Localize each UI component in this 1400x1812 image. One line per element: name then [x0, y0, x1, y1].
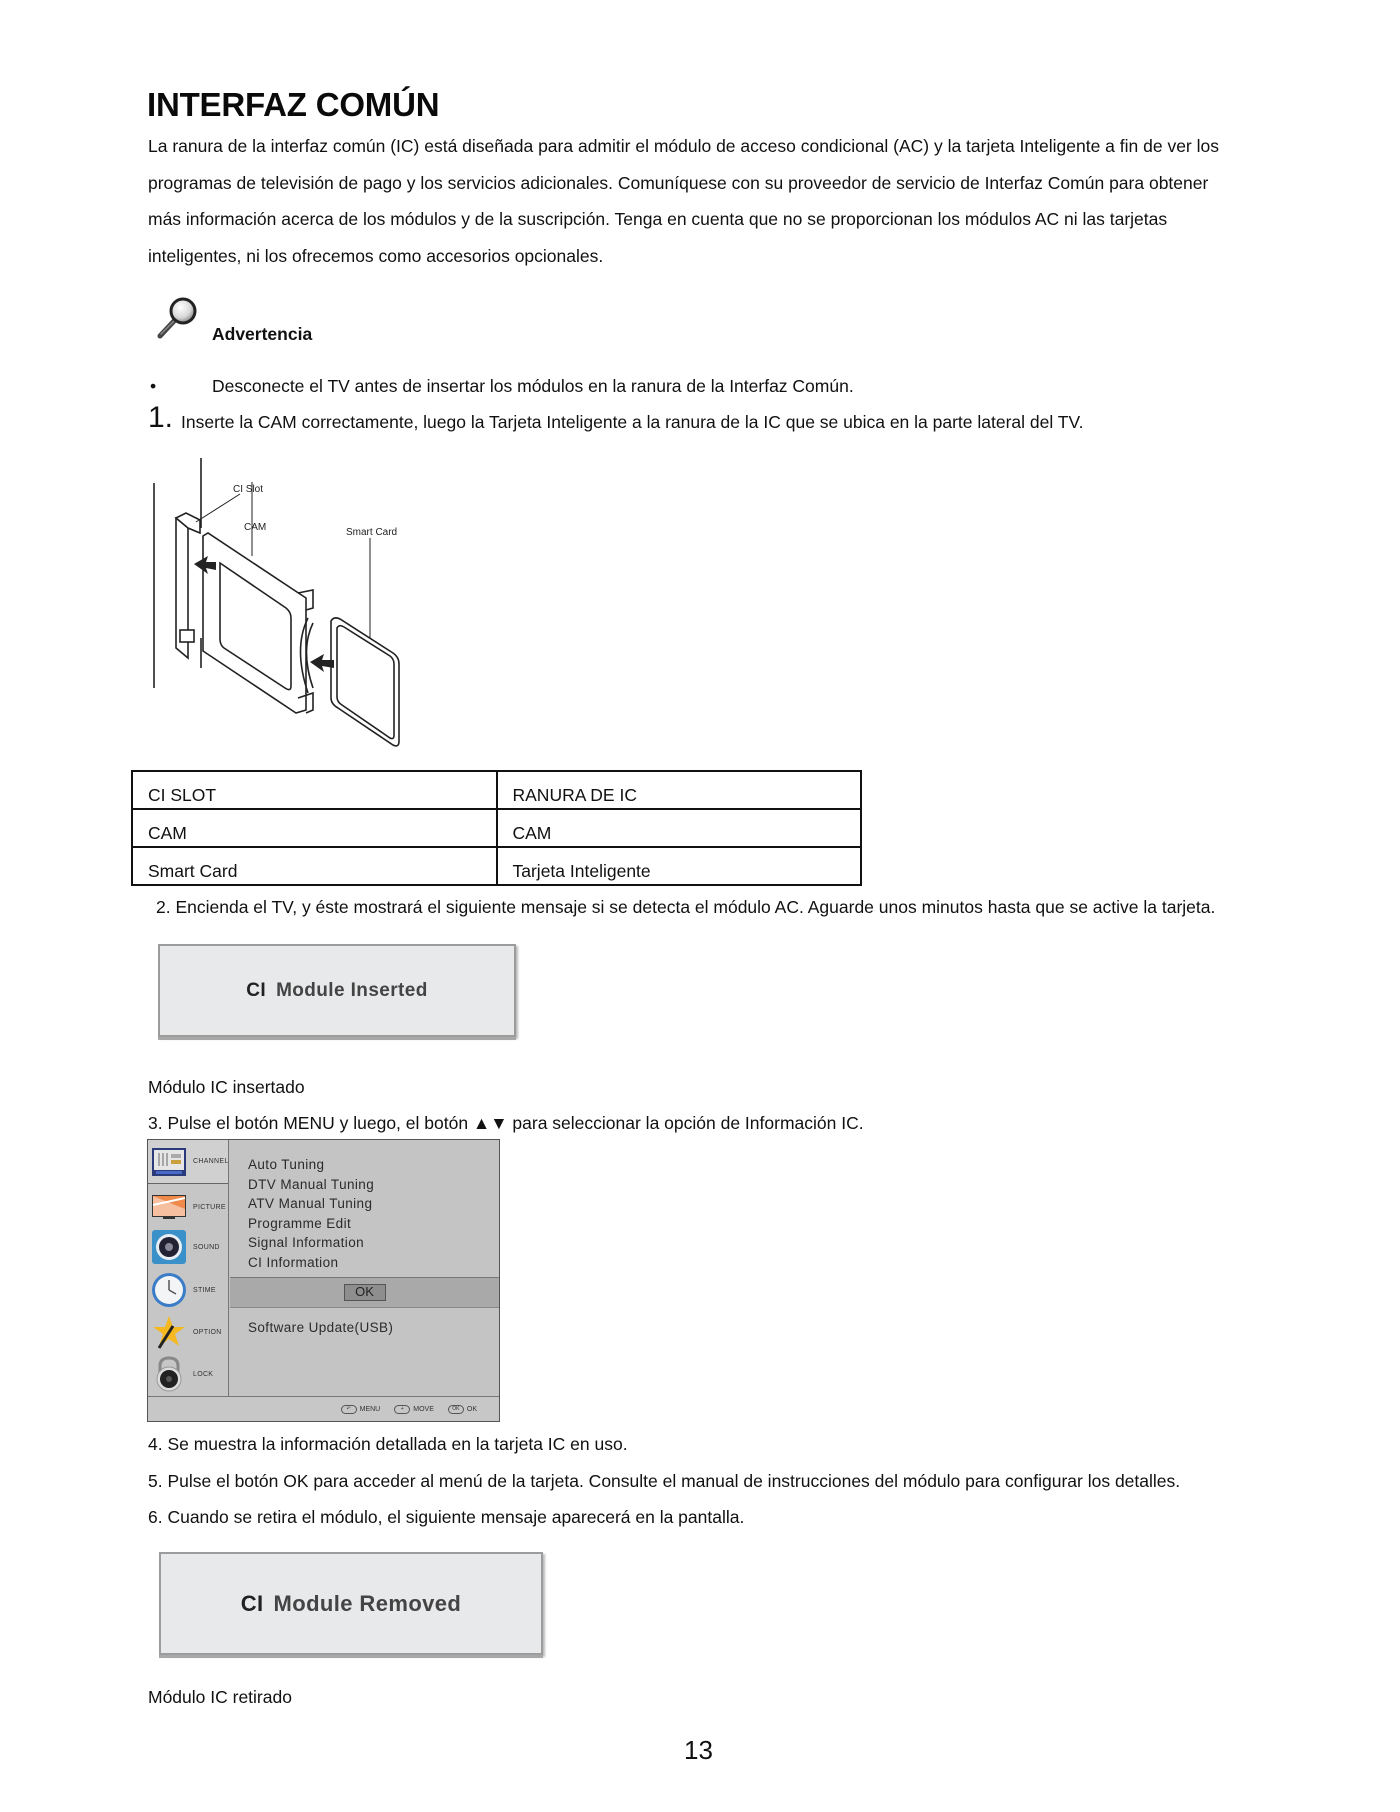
caption-inserted: Módulo IC insertado — [148, 1077, 305, 1097]
terms-table — [131, 770, 862, 886]
padlock-icon — [151, 1356, 187, 1392]
clock-icon — [151, 1272, 187, 1308]
osd-ci-prefix: CI — [240, 1590, 264, 1616]
sidebar-label: SOUND — [193, 1243, 220, 1251]
step-1-number: 1. — [148, 401, 174, 434]
menu-item-programme-edit[interactable]: Programme Edit — [248, 1215, 352, 1231]
osd-ci-prefix: CI — [246, 979, 267, 1001]
sidebar-item-channel[interactable] — [148, 1140, 228, 1184]
step-3-text: 3. Pulse el botón MENU y luego, el botón ▲▼ para seleccionar la opción de Información IC. — [148, 1113, 864, 1133]
osd-ci-module-removed — [159, 1552, 543, 1655]
hint-ok — [448, 1405, 477, 1414]
sidebar-label: OPTION — [193, 1328, 222, 1336]
move-icon: + — [394, 1405, 410, 1414]
caption-removed: Módulo IC retirado — [148, 1687, 292, 1707]
warning-label: Advertencia — [212, 324, 313, 344]
sidebar-label: PICTURE — [193, 1203, 226, 1211]
table-row — [132, 771, 861, 809]
intro-line: La ranura de la interfaz común (IC) está diseñada para admitir el módulo de acceso condicional (AC) y la tarjeta Inteligente a fin de ver los — [148, 136, 1219, 156]
ok-button[interactable]: OK — [344, 1284, 386, 1301]
table-row — [132, 809, 861, 847]
hint-label: MENU — [359, 1405, 381, 1413]
osd-message: Module Removed — [273, 1590, 462, 1616]
osd-message: Module Inserted — [276, 979, 428, 1001]
return-icon: ↶ — [341, 1405, 357, 1414]
step-6-text: 6. Cuando se retira el módulo, el siguiente mensaje aparecerá en la pantalla. — [148, 1507, 745, 1527]
menu-item-list — [230, 1140, 499, 1277]
sidebar-label: LOCK — [193, 1370, 214, 1378]
menu-ok-bar — [230, 1277, 499, 1308]
diagram-label-ci-slot: CI Slot — [233, 484, 264, 495]
table-cell: Smart Card — [132, 847, 497, 885]
warning-text: Desconecte el TV antes de insertar los módulos en la ranura de la Interfaz Común. — [212, 376, 854, 396]
menu-item-dtv-manual-tuning[interactable]: DTV Manual Tuning — [248, 1176, 375, 1192]
page-title: INTERFAZ COMÚN — [147, 86, 440, 123]
hint-menu — [341, 1405, 381, 1414]
diagram-label-cam: CAM — [244, 522, 267, 533]
table-cell: CI SLOT — [132, 771, 497, 809]
menu-item-ci-information[interactable]: CI Information — [248, 1254, 339, 1270]
menu-sub-list — [230, 1308, 499, 1396]
table-cell: RANURA DE IC — [497, 771, 862, 809]
menu-sidebar — [148, 1140, 229, 1396]
intro-line: inteligentes, ni los ofrecemos como accesorios opcionales. — [148, 245, 604, 266]
sidebar-label: STIME — [193, 1286, 216, 1294]
table-cell: CAM — [132, 809, 497, 847]
step-4-text: 4. Se muestra la información detallada en la tarjeta IC en uso. — [148, 1434, 628, 1454]
menu-item-auto-tuning[interactable]: Auto Tuning — [248, 1157, 325, 1172]
picture-icon — [151, 1189, 187, 1225]
menu-item-signal-information[interactable]: Signal Information — [248, 1235, 365, 1250]
tv-channel-menu — [147, 1139, 500, 1422]
intro-paragraph — [148, 128, 1268, 274]
sidebar-item-picture[interactable] — [148, 1185, 228, 1229]
ci-slot-diagram — [148, 458, 423, 750]
diagram-label-smart-card: Smart Card — [346, 527, 398, 538]
menu-item-software-update[interactable]: Software Update(USB) — [248, 1320, 394, 1335]
step-1-text: Inserte la CAM correctamente, luego la Tarjeta Inteligente a la ranura de la IC que se ubica en la parte lateral del TV. — [181, 412, 1084, 432]
table-row — [132, 847, 861, 885]
sidebar-item-lock[interactable] — [148, 1352, 228, 1396]
menu-footer-hints — [148, 1396, 499, 1421]
magnifier-icon — [154, 294, 202, 342]
sidebar-item-option[interactable] — [148, 1310, 228, 1354]
sound-icon — [151, 1229, 187, 1265]
intro-line: programas de televisión de pago y los servicios adicionales. Comuníquese con su proveedor de servicio de Interfaz Común para obtener — [148, 172, 1209, 193]
menu-item-atv-manual-tuning[interactable]: ATV Manual Tuning — [248, 1196, 373, 1211]
sidebar-label: CHANNEL — [193, 1158, 229, 1165]
option-star-icon — [151, 1314, 187, 1350]
bullet-marker: • — [150, 376, 157, 396]
sidebar-item-stime[interactable] — [148, 1268, 228, 1312]
osd-ci-module-inserted — [158, 944, 516, 1037]
sidebar-item-sound[interactable] — [148, 1225, 228, 1269]
intro-line: más información acerca de los módulos y de la suscripción. Tenga en cuenta que no se proporcionan los módulos AC ni las tarjetas — [148, 209, 1168, 230]
step-2-text: 2. Encienda el TV, y éste mostrará el siguiente mensaje si se detecta el módulo AC. Aguarde unos minutos hasta que se active la tarjeta. — [156, 897, 1216, 917]
ok-icon: OK — [448, 1405, 464, 1414]
hint-move — [394, 1405, 434, 1414]
hint-label: OK — [466, 1405, 477, 1413]
table-cell: CAM — [497, 809, 862, 847]
channel-icon — [151, 1144, 187, 1180]
page-number: 13 — [684, 1735, 713, 1765]
hint-label: MOVE — [413, 1405, 434, 1413]
table-cell: Tarjeta Inteligente — [497, 847, 862, 885]
step-5-text: 5. Pulse el botón OK para acceder al menú de la tarjeta. Consulte el manual de instrucciones del módulo para configurar los detalles. — [148, 1471, 1181, 1491]
